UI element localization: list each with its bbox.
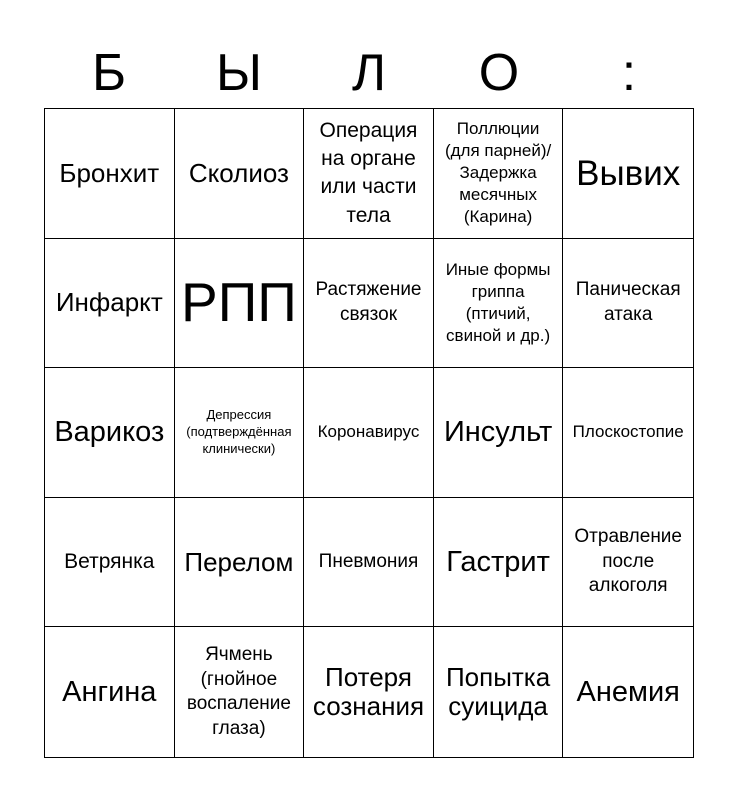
bingo-cell[interactable] — [45, 627, 175, 757]
bingo-cell[interactable] — [175, 627, 305, 757]
bingo-header — [44, 40, 694, 106]
bingo-cell[interactable] — [304, 109, 434, 239]
bingo-cell[interactable] — [563, 239, 693, 369]
cell-text: Поллюции (для парней)/ Задержка месячных (Карина) — [444, 119, 552, 227]
header-letter: Ы — [215, 44, 263, 102]
bingo-cell[interactable] — [563, 109, 693, 239]
header-letter: Б — [91, 44, 127, 102]
bingo-cell[interactable] — [304, 498, 434, 628]
bingo-cell[interactable] — [175, 368, 305, 498]
cell-text: Отравление после алкоголя — [574, 526, 682, 597]
cell-text: Гастрит — [446, 545, 550, 578]
cell-text: Ангина — [62, 675, 157, 708]
cell-text: Бронхит — [59, 157, 160, 188]
bingo-cell[interactable] — [175, 239, 305, 369]
header-letter: : — [621, 44, 637, 102]
cell-text: Паническая атака — [575, 279, 681, 325]
cell-text: Ветрянка — [64, 549, 155, 573]
cell-text: Перелом — [184, 546, 294, 577]
bingo-cell[interactable] — [45, 498, 175, 628]
cell-text: РПП — [181, 271, 297, 334]
bingo-cell[interactable] — [45, 368, 175, 498]
bingo-cell[interactable] — [434, 239, 564, 369]
header-letter: Л — [351, 44, 387, 102]
cell-text: Коронавирус — [317, 422, 420, 442]
cell-text: Потеря сознания — [312, 662, 425, 722]
cell-text: Операция на органе или части тела — [319, 118, 418, 227]
bingo-cell[interactable] — [434, 368, 564, 498]
bingo-cell[interactable] — [434, 109, 564, 239]
bingo-cell[interactable] — [175, 498, 305, 628]
bingo-cell[interactable] — [304, 239, 434, 369]
bingo-cell[interactable] — [563, 368, 693, 498]
bingo-cell[interactable] — [304, 368, 434, 498]
bingo-cell[interactable] — [434, 627, 564, 757]
bingo-cell[interactable] — [45, 239, 175, 369]
cell-text: Растяжение связок — [315, 279, 422, 325]
cell-text: Инсульт — [443, 416, 553, 449]
bingo-board — [44, 108, 694, 758]
bingo-cell[interactable] — [304, 627, 434, 757]
cell-text: Вывих — [576, 153, 681, 193]
bingo-cell[interactable] — [45, 109, 175, 239]
cell-text: Сколиоз — [188, 157, 289, 188]
cell-text: Плоскостопие — [572, 422, 684, 442]
cell-text: Депрессия (подтверждённая клинически) — [186, 407, 292, 456]
cell-text: Варикоз — [54, 416, 165, 449]
bingo-cell[interactable] — [175, 109, 305, 239]
header-letter: О — [478, 44, 520, 102]
cell-text: Иные формы гриппа (птичий, свиной и др.) — [445, 259, 551, 345]
bingo-cell[interactable] — [563, 627, 693, 757]
cell-text: Попытка суицида — [445, 662, 551, 722]
cell-text: Ячмень (гнойное воспаление глаза) — [186, 643, 291, 739]
cell-text: Пневмония — [318, 550, 419, 572]
bingo-cell[interactable] — [563, 498, 693, 628]
cell-text: Инфаркт — [55, 287, 163, 318]
bingo-cell[interactable] — [434, 498, 564, 628]
cell-text: Анемия — [576, 675, 680, 708]
